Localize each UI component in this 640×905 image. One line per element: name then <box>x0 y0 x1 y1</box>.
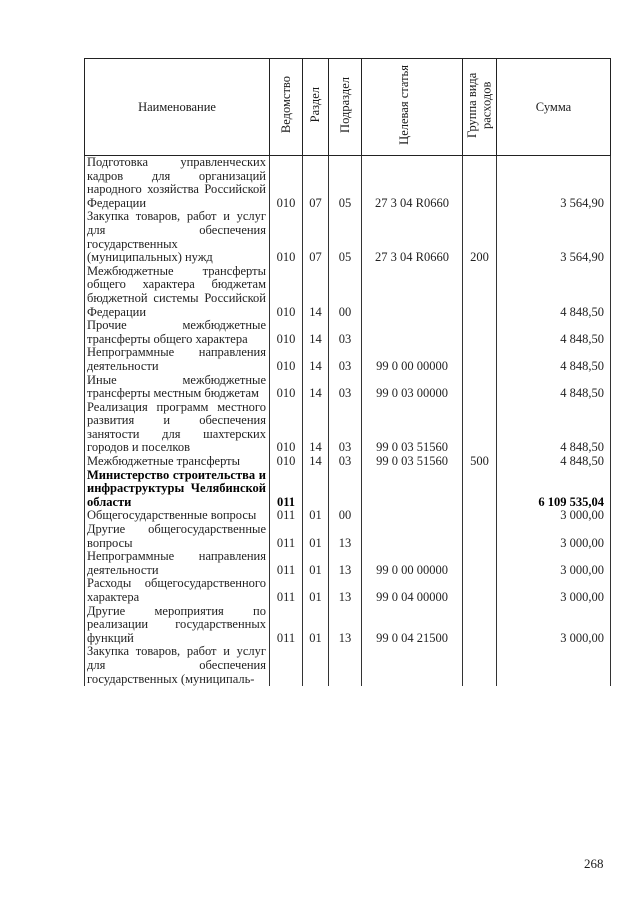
cell-gruppa <box>463 645 497 686</box>
cell-vedomstvo: 010 <box>270 374 303 401</box>
cell-razdel: 14 <box>303 319 329 346</box>
cell-summa: 4 848,50 <box>497 374 611 401</box>
cell-celevaya-statya: 99 0 04 00000 <box>362 577 463 604</box>
cell-razdel: 14 <box>303 374 329 401</box>
cell-razdel: 01 <box>303 605 329 646</box>
cell-vedomstvo: 011 <box>270 469 303 510</box>
cell-vedomstvo: 011 <box>270 550 303 577</box>
cell-podrazdel: 05 <box>329 210 362 264</box>
cell-vedomstvo: 010 <box>270 319 303 346</box>
cell-celevaya-statya <box>362 265 463 319</box>
table-row <box>85 156 611 211</box>
cell-razdel: 07 <box>303 210 329 264</box>
cell-vedomstvo: 011 <box>270 509 303 523</box>
cell-summa: 4 848,50 <box>497 455 611 469</box>
cell-summa: 3 000,00 <box>497 523 611 550</box>
header-razdel: Раздел <box>303 59 329 156</box>
table-header-row <box>85 59 611 156</box>
cell-vedomstvo: 010 <box>270 401 303 455</box>
table-row <box>85 455 611 469</box>
cell-podrazdel: 03 <box>329 455 362 469</box>
cell-celevaya-statya: 99 0 00 00000 <box>362 550 463 577</box>
cell-vedomstvo: 010 <box>270 156 303 211</box>
cell-celevaya-statya <box>362 645 463 686</box>
cell-vedomstvo: 011 <box>270 523 303 550</box>
cell-name: Межбюджетные трансферты <box>85 455 270 469</box>
header-gruppa-vida-rashodov: Группа вида расходов <box>463 59 497 156</box>
cell-name: Межбюджетные трансферты общего характера бюджетам бюджетной системы Российской Федерации <box>85 265 270 319</box>
cell-razdel: 14 <box>303 346 329 373</box>
cell-gruppa <box>463 374 497 401</box>
cell-gruppa <box>463 156 497 211</box>
cell-razdel: 14 <box>303 455 329 469</box>
cell-summa: 3 564,90 <box>497 156 611 211</box>
cell-razdel <box>303 645 329 686</box>
cell-celevaya-statya: 27 3 04 R0660 <box>362 210 463 264</box>
cell-podrazdel: 03 <box>329 319 362 346</box>
table-row <box>85 645 611 686</box>
cell-name: Закупка товаров, работ и услуг для обеспечения государственных (муниципальных) нужд <box>85 210 270 264</box>
table-row <box>85 577 611 604</box>
cell-vedomstvo: 010 <box>270 210 303 264</box>
cell-celevaya-statya: 99 0 00 00000 <box>362 346 463 373</box>
budget-table-sheet <box>84 58 610 686</box>
cell-gruppa: 500 <box>463 455 497 469</box>
cell-vedomstvo: 011 <box>270 605 303 646</box>
cell-summa: 6 109 535,04 <box>497 469 611 510</box>
cell-name: Закупка товаров, работ и услуг для обеспечения государственных (муниципаль- <box>85 645 270 686</box>
table-row <box>85 509 611 523</box>
page-number: 268 <box>584 856 604 871</box>
cell-razdel <box>303 469 329 510</box>
table-row <box>85 401 611 455</box>
cell-podrazdel: 03 <box>329 374 362 401</box>
cell-celevaya-statya <box>362 469 463 510</box>
cell-summa: 3 000,00 <box>497 509 611 523</box>
cell-razdel: 01 <box>303 550 329 577</box>
cell-name: Непрограммные направления деятельности <box>85 550 270 577</box>
header-vedomstvo: Ведомство <box>270 59 303 156</box>
cell-celevaya-statya: 99 0 04 21500 <box>362 605 463 646</box>
header-podrazdel: Подраздел <box>329 59 362 156</box>
cell-summa: 3 000,00 <box>497 550 611 577</box>
cell-gruppa: 200 <box>463 210 497 264</box>
cell-vedomstvo: 010 <box>270 346 303 373</box>
cell-podrazdel: 03 <box>329 346 362 373</box>
cell-vedomstvo <box>270 645 303 686</box>
cell-razdel: 01 <box>303 577 329 604</box>
cell-podrazdel: 13 <box>329 605 362 646</box>
cell-summa <box>497 645 611 686</box>
cell-name: Прочие межбюджетные трансферты общего характера <box>85 319 270 346</box>
cell-podrazdel: 05 <box>329 156 362 211</box>
cell-name: Другие мероприятия по реализации государственных функций <box>85 605 270 646</box>
cell-name: Министерство строительства и инфраструктуры Челябинской области <box>85 469 270 510</box>
cell-summa: 4 848,50 <box>497 346 611 373</box>
cell-celevaya-statya: 99 0 03 51560 <box>362 455 463 469</box>
cell-name: Подготовка управленческих кадров для организаций народного хозяйства Российской Федерации <box>85 156 270 211</box>
cell-razdel: 14 <box>303 401 329 455</box>
cell-razdel: 01 <box>303 509 329 523</box>
cell-celevaya-statya: 99 0 03 00000 <box>362 374 463 401</box>
cell-summa: 4 848,50 <box>497 401 611 455</box>
table-row <box>85 265 611 319</box>
cell-gruppa <box>463 469 497 510</box>
cell-podrazdel: 03 <box>329 401 362 455</box>
cell-gruppa <box>463 319 497 346</box>
cell-vedomstvo: 011 <box>270 577 303 604</box>
cell-gruppa <box>463 265 497 319</box>
cell-name: Непрограммные направления деятельности <box>85 346 270 373</box>
table-body <box>85 156 611 687</box>
cell-name: Другие общегосударственные вопросы <box>85 523 270 550</box>
cell-name: Иные межбюджетные трансферты местным бюджетам <box>85 374 270 401</box>
cell-summa: 4 848,50 <box>497 265 611 319</box>
header-summa: Сумма <box>497 59 611 156</box>
cell-razdel: 07 <box>303 156 329 211</box>
cell-name: Расходы общегосударственного характера <box>85 577 270 604</box>
cell-name: Общегосударственные вопросы <box>85 509 270 523</box>
header-name: Наименование <box>85 59 270 156</box>
cell-razdel: 01 <box>303 523 329 550</box>
cell-gruppa <box>463 509 497 523</box>
cell-gruppa <box>463 346 497 373</box>
cell-name: Реализация программ местного развития и обеспечения занятости для шахтерских городов и поселков <box>85 401 270 455</box>
cell-celevaya-statya <box>362 509 463 523</box>
cell-vedomstvo: 010 <box>270 265 303 319</box>
cell-podrazdel: 00 <box>329 509 362 523</box>
cell-summa: 3 000,00 <box>497 605 611 646</box>
cell-podrazdel: 13 <box>329 550 362 577</box>
cell-summa: 4 848,50 <box>497 319 611 346</box>
cell-podrazdel <box>329 469 362 510</box>
cell-podrazdel: 13 <box>329 577 362 604</box>
cell-podrazdel: 13 <box>329 523 362 550</box>
cell-gruppa <box>463 577 497 604</box>
cell-celevaya-statya <box>362 319 463 346</box>
cell-razdel: 14 <box>303 265 329 319</box>
cell-podrazdel: 00 <box>329 265 362 319</box>
cell-celevaya-statya <box>362 523 463 550</box>
cell-gruppa <box>463 605 497 646</box>
table-row <box>85 210 611 264</box>
cell-celevaya-statya: 99 0 03 51560 <box>362 401 463 455</box>
table-row <box>85 319 611 346</box>
cell-vedomstvo: 010 <box>270 455 303 469</box>
cell-podrazdel <box>329 645 362 686</box>
table-row <box>85 469 611 510</box>
cell-gruppa <box>463 523 497 550</box>
cell-summa: 3 000,00 <box>497 577 611 604</box>
cell-gruppa <box>463 401 497 455</box>
cell-gruppa <box>463 550 497 577</box>
table-row <box>85 346 611 373</box>
cell-summa: 3 564,90 <box>497 210 611 264</box>
table-row <box>85 605 611 646</box>
table-row <box>85 374 611 401</box>
table-row <box>85 523 611 550</box>
budget-table <box>84 58 611 686</box>
table-row <box>85 550 611 577</box>
header-celevaya-statya: Целевая статья <box>362 59 463 156</box>
cell-celevaya-statya: 27 3 04 R0660 <box>362 156 463 211</box>
